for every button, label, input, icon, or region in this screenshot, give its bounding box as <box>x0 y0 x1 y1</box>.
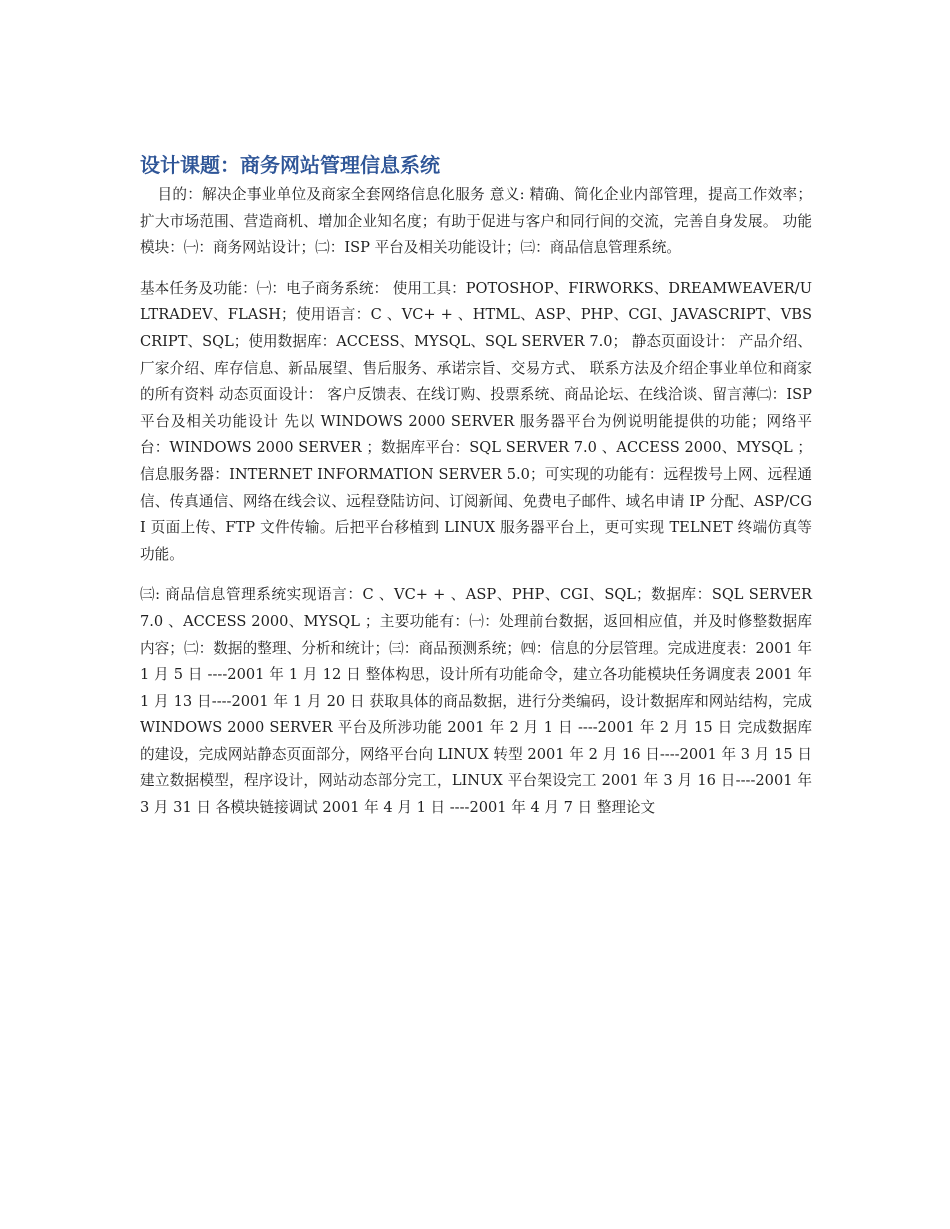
paragraph-basic-tasks: 基本任务及功能：㈠：电子商务系统： 使用工具：POTOSHOP、FIRWORKS、DREAMWEAVER/ULTRADEV、FLASH；使用语言：C 、VC+ + 、HTML、ASP、PHP、CGI、JAVASCRIPT、VBSCRIPT、SQL；使用数据库：ACCESS、MYSQL、SQL SERVER 7.0； 静态页面设计： 产品介绍、厂家介绍、库存信息、新品展望、售后服务、承诺宗旨、交易方式、 联系方法及介绍企事业单位和商家的所有资料 动态页面设计： 客户反馈表、在线订购、投票系统、商品论坛、在线洽谈、留言薄㈡：ISP 平台及相关功能设计 先以 WINDOWS 2000 SERVER 服务器平台为例说明能提供的功能；网络平台：WINDOWS 2000 SERVER ；数据库平台：SQL SERVER 7.0 、ACCESS 2000、MYSQL ；信息服务器：INTERNET INFORMATION SERVER 5.0；可实现的功能有：远程拨号上网、远程通信、传真通信、网络在线会议、远程登陆访问、订阅新闻、免费电子邮件、域名申请 IP 分配、ASP/CGI 页面上传、FTP 文件传输。后把平台移植到 LINUX 服务器平台上，更可实现 TELNET 终端仿真等功能。 <box>140 279 812 563</box>
document-page <box>140 150 812 822</box>
paragraph-purpose: 目的：解决企事业单位及商家全套网络信息化服务 意义: 精确、简化企业内部管理，提高工作效率；扩大市场范围、营造商机、增加企业知名度；有助于促进与客户和同行间的交流，完善自身发展。 功能模块：㈠：商务网站设计；㈡：ISP 平台及相关功能设计；㈢：商品信息管理系统。 <box>140 186 812 257</box>
paragraph-product-system: ㈢: 商品信息管理系统实现语言：C 、VC+ + 、ASP、PHP、CGI、SQL；数据库：SQL SERVER 7.0 、ACCESS 2000、MYSQL ；主要功能有：㈠：处理前台数据，返回相应值，并及时修整数据库内容；㈡：数据的整理、分析和统计；㈢：商品预测系统；㈣：信息的分层管理。完成进度表：2001 年 1 月 5 日 ----2001 年 1 月 12 日 整体构思，设计所有功能命令，建立各功能模块任务调度表 2001 年 1 月 13 日----2001 年 1 月 20 日 获取具体的商品数据，进行分类编码，设计数据库和网站结构，完成 WINDOWS 2000 SERVER 平台及所涉功能 2001 年 2 月 1 日 ----2001 年 2 月 15 日 完成数据库的建设，完成网站静态页面部分，网络平台向 LINUX 转型 2001 年 2 月 16 日----2001 年 3 月 15 日 建立数据模型，程序设计，网站动态部分完工，LINUX 平台架设完工 2001 年 3 月 16 日----2001 年 3 月 31 日 各模块链接调试 2001 年 4 月 1 日 ----2001 年 4 月 7 日 整理论文 <box>140 586 812 817</box>
document-title: 设计课题：商务网站管理信息系统 <box>140 153 440 177</box>
